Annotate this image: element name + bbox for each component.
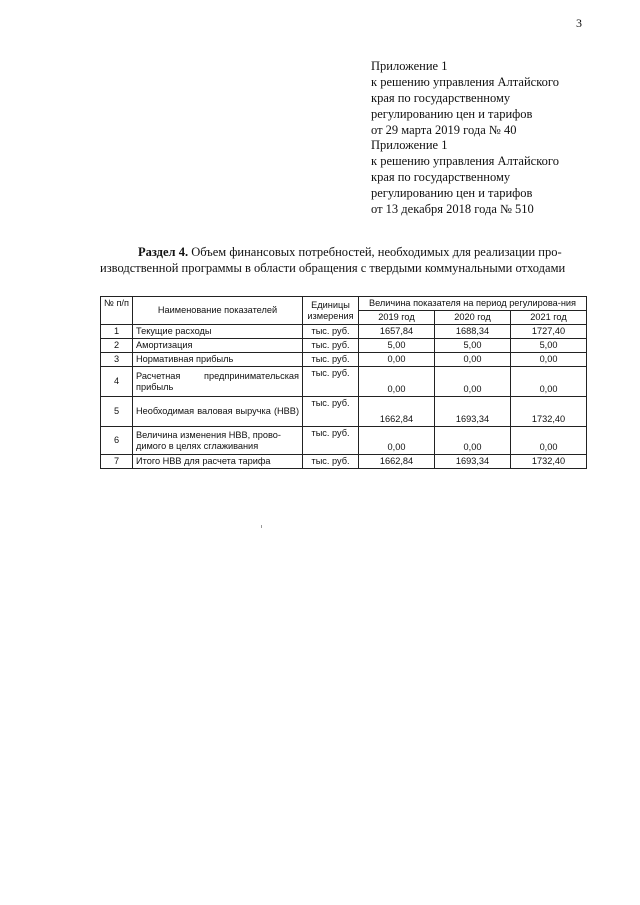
row-value-2021: 0,00: [511, 353, 587, 367]
appendix-line: Приложение 1: [371, 138, 448, 152]
header-year-2021: 2021 год: [511, 311, 587, 325]
row-number: 7: [101, 455, 133, 469]
header-year-2019: 2019 год: [359, 311, 435, 325]
row-name: Расчетная предпринимательская прибыль: [133, 367, 303, 397]
header-name: Наименование показателей: [133, 297, 303, 325]
row-number: 6: [101, 427, 133, 455]
appendix-line: от 29 марта 2019 года № 40: [371, 123, 517, 137]
row-value-2021: 0,00: [511, 427, 587, 455]
section-heading: [100, 244, 588, 276]
row-value-2021: 0,00: [511, 367, 587, 397]
row-name: Текущие расходы: [133, 325, 303, 339]
row-number: 2: [101, 339, 133, 353]
row-value-2019: 5,00: [359, 339, 435, 353]
row-unit: тыс. руб.: [303, 397, 359, 427]
row-value-2020: 1693,34: [435, 397, 511, 427]
row-unit: тыс. руб.: [303, 353, 359, 367]
row-unit: тыс. руб.: [303, 367, 359, 397]
row-name: Итого НВВ для расчета тарифа: [133, 455, 303, 469]
scan-speck: [261, 525, 262, 528]
appendix-line: края по государственному: [371, 91, 511, 105]
row-name: Амортизация: [133, 339, 303, 353]
appendix-line: от 13 декабря 2018 года № 510: [371, 202, 534, 216]
appendix-line: Приложение 1: [371, 59, 448, 73]
financial-needs-table: [100, 296, 587, 469]
row-number: 3: [101, 353, 133, 367]
table-row: [101, 339, 587, 353]
page-number: 3: [576, 16, 582, 30]
appendix-note-2: [371, 137, 559, 217]
row-value-2021: 1732,40: [511, 455, 587, 469]
row-value-2021: 1727,40: [511, 325, 587, 339]
appendix-line: края по государственному: [371, 170, 511, 184]
row-value-2021: 5,00: [511, 339, 587, 353]
table-row: [101, 397, 587, 427]
row-value-2019: 1662,84: [359, 397, 435, 427]
row-value-2020: 1693,34: [435, 455, 511, 469]
row-value-2020: 5,00: [435, 339, 511, 353]
row-unit: тыс. руб.: [303, 325, 359, 339]
header-num: № п/п: [101, 297, 133, 325]
header-unit: Единицы измерения: [303, 297, 359, 325]
table-row: [101, 353, 587, 367]
appendix-line: к решению управления Алтайского: [371, 154, 559, 168]
row-number: 4: [101, 367, 133, 397]
row-number: 1: [101, 325, 133, 339]
table-row: [101, 367, 587, 397]
table-row: [101, 427, 587, 455]
row-value-2020: 0,00: [435, 353, 511, 367]
row-name: Величина изменения НВВ, прово-димого в целях сглаживания: [133, 427, 303, 455]
row-unit: тыс. руб.: [303, 427, 359, 455]
row-value-2020: 0,00: [435, 427, 511, 455]
row-value-2019: 1657,84: [359, 325, 435, 339]
row-value-2019: 0,00: [359, 353, 435, 367]
row-value-2020: 0,00: [435, 367, 511, 397]
appendix-line: регулированию цен и тарифов: [371, 107, 533, 121]
row-value-2019: 1662,84: [359, 455, 435, 469]
section-label: Раздел 4.: [138, 245, 189, 259]
row-number: 5: [101, 397, 133, 427]
table-row: [101, 455, 587, 469]
appendix-line: к решению управления Алтайского: [371, 75, 559, 89]
header-year-2020: 2020 год: [435, 311, 511, 325]
section-title-line1: Объем финансовых потребностей, необходимых для реализации про-: [191, 245, 562, 259]
row-unit: тыс. руб.: [303, 339, 359, 353]
appendix-line: регулированию цен и тарифов: [371, 186, 533, 200]
header-period: Величина показателя на период регулирова-ния: [359, 297, 587, 311]
row-value-2019: 0,00: [359, 427, 435, 455]
row-unit: тыс. руб.: [303, 455, 359, 469]
appendix-note-1: [371, 58, 559, 138]
row-value-2019: 0,00: [359, 367, 435, 397]
row-name: Нормативная прибыль: [133, 353, 303, 367]
table-row: [101, 325, 587, 339]
section-title-line2: изводственной программы в области обращения с твердыми коммунальными отходами: [100, 261, 566, 275]
row-name: Необходимая валовая выручка (НВВ): [133, 397, 303, 427]
row-value-2020: 1688,34: [435, 325, 511, 339]
row-value-2021: 1732,40: [511, 397, 587, 427]
